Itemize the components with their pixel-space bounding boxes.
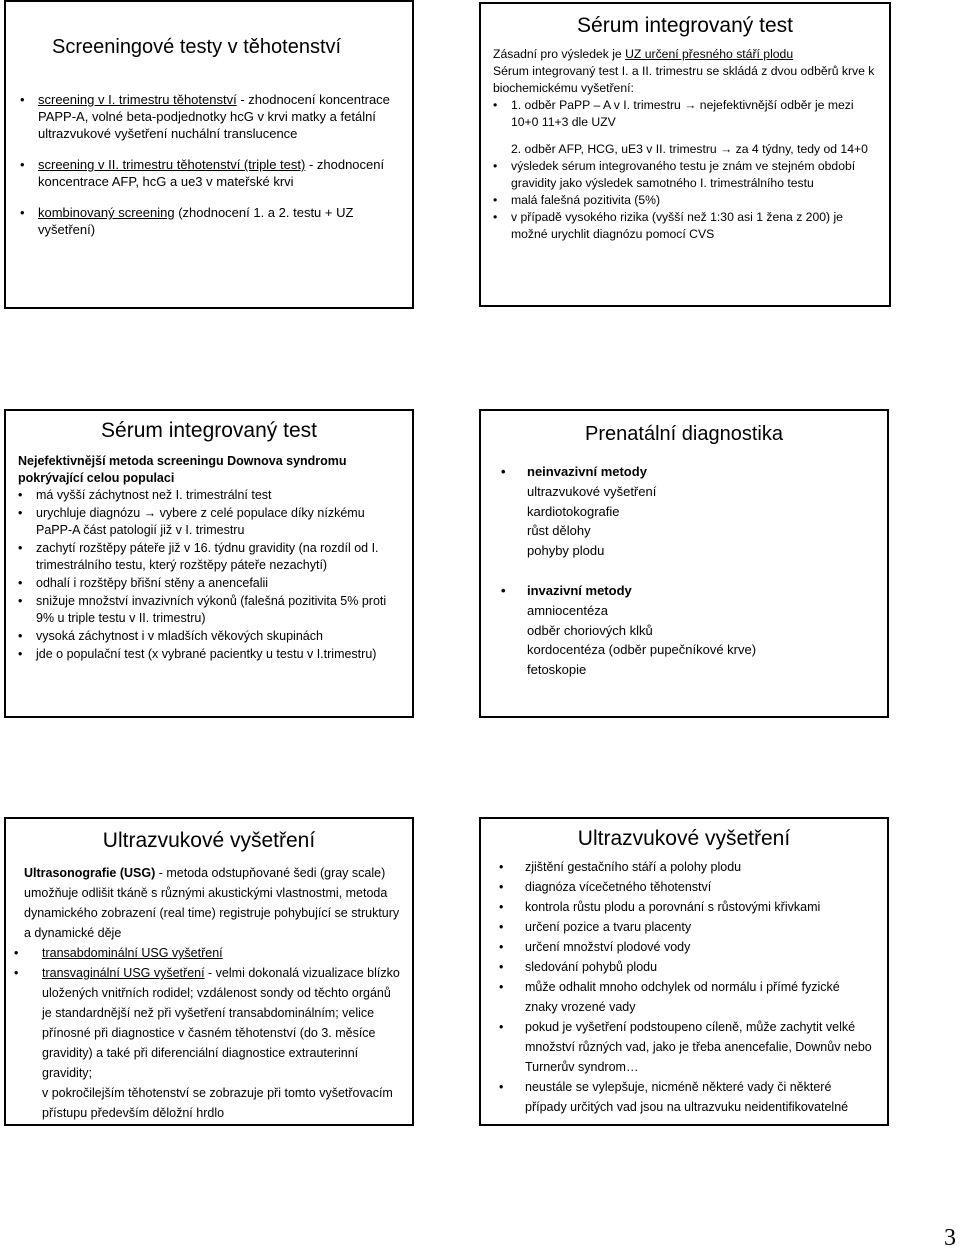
intro-link: UZ určení přesného stáří plodu bbox=[625, 47, 794, 62]
list-item: • sledování pohybů plodu bbox=[493, 957, 875, 977]
link-text: screening v I. trimestru těhotenství bbox=[38, 92, 237, 107]
list-item: • zjištění gestačního stáří a polohy plodu bbox=[493, 857, 875, 877]
arrow-icon: → bbox=[684, 98, 697, 113]
intro-bold: Ultrasonografie (USG) bbox=[24, 866, 156, 881]
group-heading: • invazivní metody bbox=[495, 581, 873, 601]
list-item: • malá falešná pozitivita (5%) bbox=[493, 192, 877, 209]
slide-title: Prenatální diagnostika bbox=[585, 423, 783, 445]
list-item: • zachytí rozštěpy páteře již v 16. týdnu gravidity (na rozdíl od I. trimestrálního testu, který rozštěpy páteře nezachytí) bbox=[18, 540, 402, 574]
bullet-list bbox=[18, 487, 402, 663]
item-text: - velmi dokonalá vizualizace blízko uložených vnitřních rodidel; vzdálenost sondy od těchto orgánů je standardnější než při vyšetření transabdominálním; velice přínosné při diagnostice v časném těhotenství (do 3. měsíce gravidity) a také při diferenciální diagnostice extrauterinní gravidity; bbox=[42, 966, 400, 1081]
item-text: A v I. trimestru bbox=[602, 98, 685, 113]
slide-body bbox=[24, 863, 402, 1123]
list-item bbox=[20, 204, 398, 238]
bullet-list bbox=[495, 462, 873, 680]
list-item: v pokročilejším těhotenství se zobrazuje při tomto vyšetřovacím přístupu především děložní hrdlo bbox=[42, 1086, 393, 1121]
slide-serum-integrated-test-2 bbox=[4, 409, 414, 718]
list-item: • snižuje množství invazivních výkonů (falešná pozitivita 5% proti 9% u triple testu v II. trimestru) bbox=[18, 593, 402, 627]
link-text: kombinovaný screening bbox=[38, 205, 175, 220]
slide-title: Screeningové testy v těhotenství bbox=[52, 36, 342, 58]
slide-title: Sérum integrovaný test bbox=[101, 419, 317, 442]
list-item: • 1. odběr PaPP – A v I. trimestru → nejefektivnější odběr je mezi 10+0 11+3 dle UZV bbox=[493, 97, 877, 131]
list-item: • kontrola růstu plodu a porovnání s růstovými křivkami bbox=[493, 897, 875, 917]
list-item bbox=[24, 943, 402, 963]
list-item: kardiotokografie bbox=[527, 503, 620, 519]
item-text: nejefektivnější odběr je mezi 10+0 11+3 dle UZV bbox=[511, 98, 854, 130]
intro-line-2: Sérum integrovaný test I. a II. trimestru se skládá z dvou odběrů krve k biochemickému vyšetření: bbox=[493, 64, 875, 96]
list-item bbox=[20, 91, 398, 142]
slide-ultrasound-2 bbox=[479, 817, 889, 1126]
slide-title: Ultrazvukové vyšetření bbox=[577, 827, 791, 850]
list-item: • může odhalit mnoho odchylek od normálu i přímé fyzické znaky vrozené vady bbox=[493, 977, 875, 1017]
list-item: růst dělohy bbox=[527, 523, 591, 539]
list-item: ultrazvukové vyšetření bbox=[527, 483, 657, 499]
list-item: • urychluje diagnózu → vybere z celé populace díky nízkému PaPP-A část patologií již v I. trimestru bbox=[18, 505, 402, 539]
slide-title: Sérum integrovaný test bbox=[577, 14, 793, 37]
intro-text bbox=[493, 46, 877, 63]
page-number: 3 bbox=[944, 1225, 956, 1251]
arrow-icon: → bbox=[720, 142, 733, 157]
slide-body bbox=[18, 453, 402, 663]
item-text: - zhodnocení koncentrace PAPP-A, volné beta-podjednotky hcG v krvi matky a fetální ultrazvukové vyšetření nuchální translucence bbox=[38, 92, 390, 141]
link-text: screening v II. trimestru těhotenství (triple test) bbox=[38, 157, 306, 172]
list-item: • odhalí i rozštěpy břišní stěny a anencefalii bbox=[18, 575, 402, 592]
list-item: • diagnóza vícečetného těhotenství bbox=[493, 877, 875, 897]
list-item bbox=[20, 156, 398, 190]
list-item: • jde o populační test (x vybrané pacientky u testu v I.trimestru) bbox=[18, 646, 402, 663]
link-text: transabdominální USG vyšetření bbox=[42, 946, 223, 961]
intro-rest: - metoda odstupňované šedi (gray scale) umožňuje odlišit tkáně s různými akustickými vlastnostmi, metoda dynamického zobrazení (real time) registruje pohybující se struktury a dynamické děje bbox=[24, 866, 400, 941]
item-text: 1. odběr PaPP bbox=[511, 98, 591, 113]
slide-body bbox=[493, 46, 877, 243]
list-item: • určení pozice a tvaru placenty bbox=[493, 917, 875, 937]
slide-ultrasound-1 bbox=[4, 817, 414, 1126]
list-item: kordocentéza (odběr pupečníkové krve) bbox=[527, 642, 757, 658]
slide-serum-integrated-test-1 bbox=[479, 2, 891, 307]
slide-prenatal-diagnostics bbox=[479, 409, 889, 718]
intro-plain: Zásadní pro výsledek je bbox=[493, 47, 626, 62]
intro-text: Nejefektivnější metoda screeningu Downova syndromu pokrývající celou populaci bbox=[18, 454, 347, 486]
list-item: • má vyšší záchytnost než I. trimestrální test bbox=[18, 487, 402, 504]
list-item: • neustále se vylepšuje, nicméně některé vady či některé případy určitých vad jsou na ultrazvuku neidentifikovatelné bbox=[493, 1077, 875, 1117]
list-item: amniocentéza bbox=[527, 602, 608, 618]
bullet-list bbox=[24, 943, 402, 1123]
bullet-list bbox=[493, 97, 877, 243]
list-item: • v případě vysokého rizika (vyšší než 1:30 asi 1 žena z 200) je možné urychlit diagnózu pomocí CVS bbox=[493, 209, 877, 243]
slide-title: Ultrazvukové vyšetření bbox=[102, 829, 316, 852]
bullet-list bbox=[493, 857, 875, 1117]
list-item: odběr choriových klků bbox=[527, 622, 653, 638]
group-heading: • neinvazivní metody bbox=[495, 462, 873, 482]
list-item: • vysoká záchytnost i v mladších věkových skupinách bbox=[18, 628, 402, 645]
list-item: pohyby plodu bbox=[527, 543, 605, 559]
list-item bbox=[24, 963, 402, 1083]
item-text: - zhodnocení koncentrace AFP, hcG a ue3 v mateřské krvi bbox=[38, 157, 385, 189]
item-text: 2. odběr AFP, HCG, uE3 v II. trimestru bbox=[511, 142, 721, 157]
list-item bbox=[493, 141, 877, 158]
list-item: • výsledek sérum integrovaného testu je znám ve stejném období gravidity jako výsledek samotného I. trimestrálního testu bbox=[493, 158, 877, 192]
item-text: (zhodnocení 1. a 2. testu + UZ vyšetření) bbox=[38, 205, 354, 237]
intro-text bbox=[24, 863, 402, 943]
list-item: • určení množství plodové vody bbox=[493, 937, 875, 957]
bullet-list bbox=[20, 91, 398, 238]
link-text: transvaginální USG vyšetření bbox=[42, 966, 205, 981]
list-item: fetoskopie bbox=[527, 662, 587, 678]
slide-screening-tests bbox=[4, 0, 414, 309]
item-text: za 4 týdny, tedy od 14+0 bbox=[732, 142, 868, 157]
list-item: • pokud je vyšetření podstoupeno cíleně, může zachytit velké množství různých vad, jako je třeba anencefalie, Downův nebo Turnerův syndrom… bbox=[493, 1017, 875, 1077]
